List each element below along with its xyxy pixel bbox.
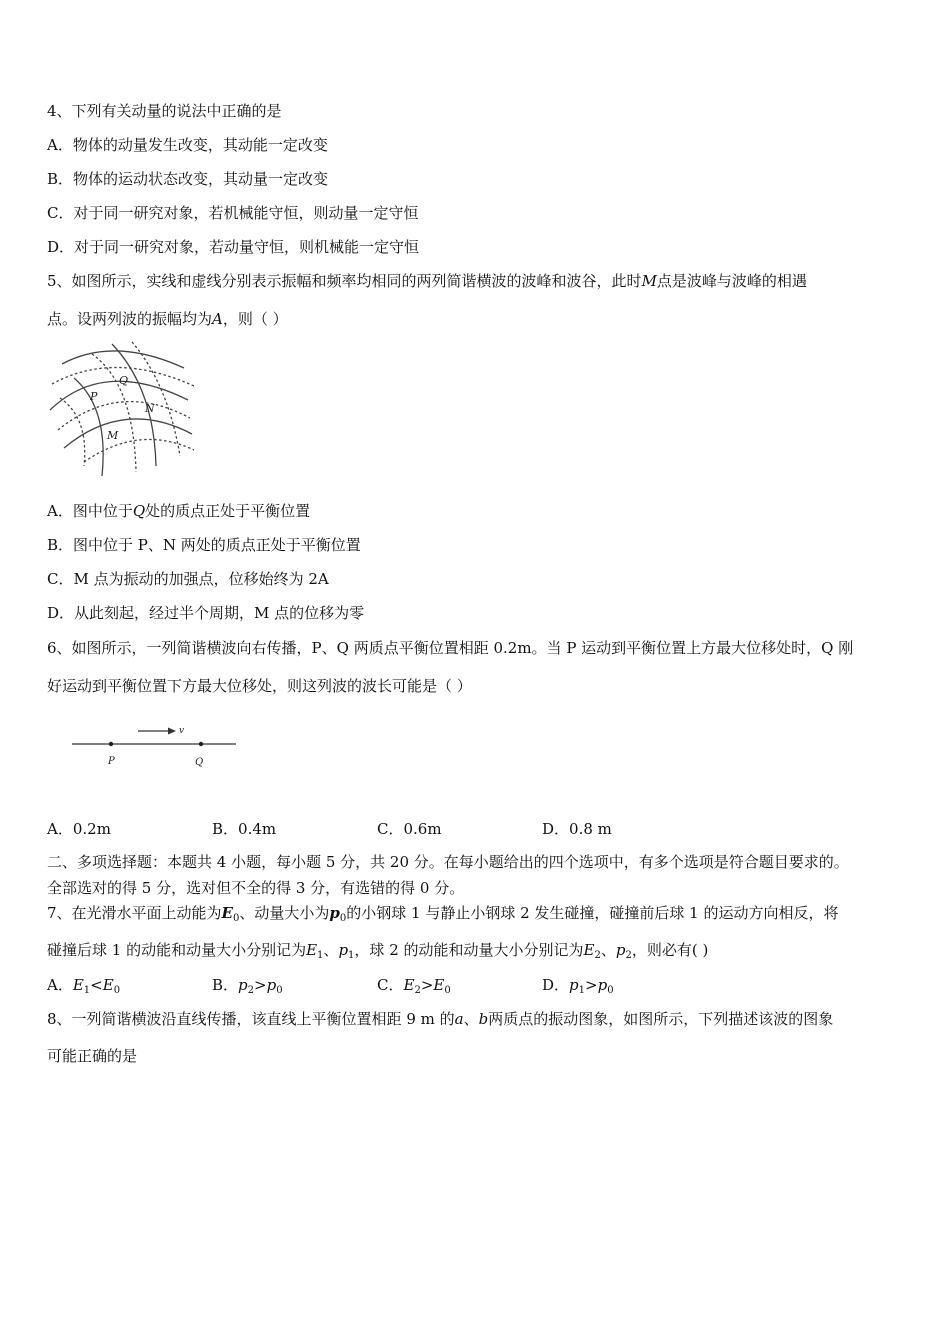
q4-option-b: B．物体的运动状态改变，其动量一定改变 (47, 170, 329, 188)
q6-stem-line1: 6、如图所示，一列简谐横波向右传播，P、Q 两质点平衡位置相距 0.2m。当 P 运动到平衡位置上方最大位移处时，Q 刚 (47, 639, 854, 657)
q4-option-d: D．对于同一研究对象，若动量守恒，则机械能一定守恒 (47, 238, 420, 256)
q8-stem-line2: 可能正确的是 (47, 1047, 138, 1065)
wave-interference-figure (44, 338, 194, 478)
q5-stem-line2: 点。设两列波的振幅均为A，则（ ） (47, 310, 288, 328)
q5-option-b: B．图中位于 P、N 两处的质点正处于平衡位置 (47, 536, 361, 554)
point-q-label: Q (195, 757, 204, 768)
q8-stem-line1: 8、一列简谐横波沿直线传播，该直线上平衡位置相距 9 m 的a、b两质点的振动图象，如图所示，下列描述该波的图象 (47, 1010, 834, 1028)
figure-label-m: M (107, 429, 119, 442)
q6-option-b: B．0.4m (212, 820, 277, 838)
velocity-label: v (179, 726, 185, 736)
figure-label-p: P (90, 390, 98, 403)
section2-instructions-line2: 全部选对的得 5 分，选对但不全的得 3 分，有选错的得 0 分。 (47, 879, 465, 897)
q7-option-b: B．$p_2>p_0$ (212, 976, 283, 996)
q4-stem: 4、下列有关动量的说法中正确的是 (47, 102, 282, 120)
q4-option-a: A．物体的动量发生改变，其动能一定改变 (47, 136, 328, 154)
section2-instructions-line1: 二、多项选择题：本题共 4 小题，每小题 5 分，共 20 分。在每小题给出的四个选项中，有多个选项是符合题目要求的。 (47, 853, 849, 871)
q5-stem-line1: 5、如图所示，实线和虚线分别表示振幅和频率均相同的两列简谐横波的波峰和波谷，此时M点是波峰与波峰的相遇 (47, 272, 807, 290)
q7-option-c: C．$E_2>E_0$ (377, 976, 451, 996)
q6-stem-line2: 好运动到平衡位置下方最大位移处，则这列波的波长可能是（ ） (47, 677, 472, 695)
q4-option-c: C．对于同一研究对象，若机械能守恒，则动量一定守恒 (47, 204, 419, 222)
wave-propagation-figure (68, 722, 240, 774)
q7-stem-line2: 碰撞后球 1 的动能和动量大小分别记为$E_1$、$p_1$，球 2 的动能和动量大小分别记为$E_2$、$p_2$，则必有( ) (47, 941, 709, 961)
figure-label-n: N (145, 402, 155, 415)
q5-option-c: C．M 点为振动的加强点，位移始终为 2A (47, 570, 329, 588)
q6-option-d: D．0.8 m (542, 820, 612, 838)
q7-option-d: D．$p_1>p_0$ (542, 976, 614, 996)
point-p-label: P (108, 756, 115, 767)
figure-label-q: Q (119, 374, 129, 387)
q5-option-d: D．从此刻起，经过半个周期，M 点的位移为零 (47, 604, 365, 622)
q7-stem-line1: 7、在光滑水平面上动能为$E_0$、动量大小为$p_0$的小钢球 1 与静止小钢球 2 发生碰撞，碰撞前后球 1 的运动方向相反，将 (47, 904, 839, 924)
q6-option-a: A．0.2m (47, 820, 111, 838)
q5-option-a: A．图中位于Q处的质点正处于平衡位置 (47, 502, 311, 520)
q6-option-c: C．0.6m (377, 820, 442, 838)
q7-option-a: A．$E_1<E_0$ (47, 976, 121, 996)
